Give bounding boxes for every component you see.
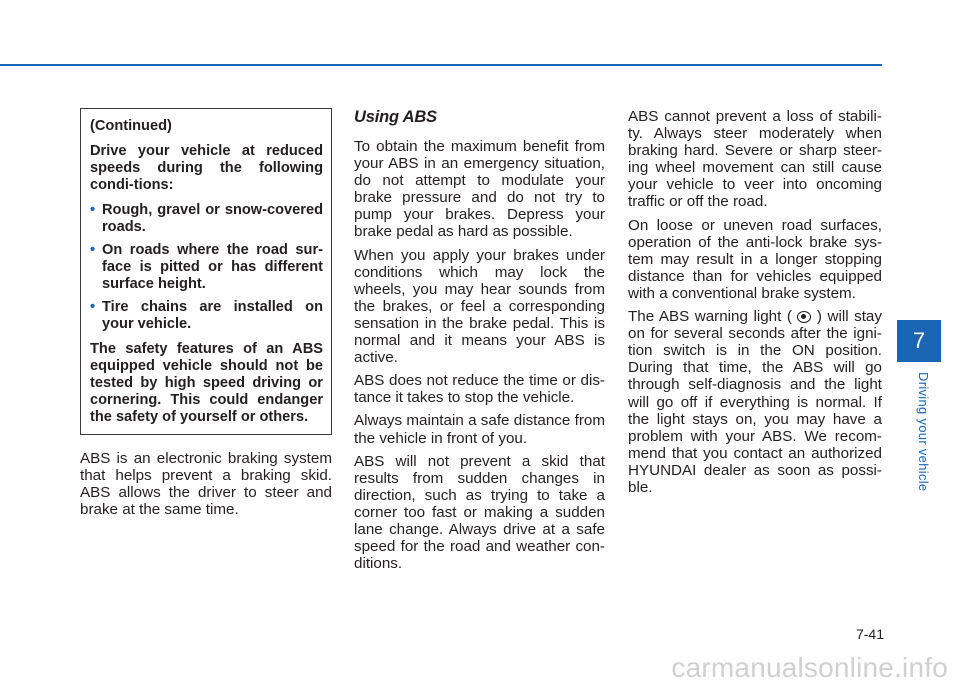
bullet-icon: •: [90, 299, 96, 315]
body-paragraph: ABS cannot prevent a loss of stabili-ty. Always steer moderately when braking hard. Severe or sharp steer-ing wheel movement can still cause your vehicle to veer into oncoming traffic or off the road.: [628, 108, 882, 211]
caution-list-item: • On roads where the road sur-face is pitted or has different surface height.: [90, 242, 323, 292]
abs-intro-paragraph: ABS is an electronic braking system that helps prevent a braking skid. ABS allows the driver to steer and brake at the same time.: [80, 450, 332, 519]
column-1: [80, 108, 332, 524]
abs-warning-light-icon: [797, 311, 811, 323]
caution-list-item: • Rough, gravel or snow-covered roads.: [90, 202, 323, 235]
column-2: [354, 108, 605, 578]
chapter-tab: 7: [897, 320, 941, 362]
warning-light-paragraph: The ABS warning light ( ) will stay on for several seconds after the igni-tion switch is in the ON position. During that time, the ABS will go through self-diagnosis and the light will go off if everything is normal. If the light stays on, you may have a problem with your ABS. We recom-mend that you contact an authorized HYUNDAI dealer as soon as possi-ble.: [628, 308, 882, 496]
bullet-icon: •: [90, 202, 96, 218]
caution-closing: The safety features of an ABS equipped vehicle should not be tested by high speed driving or cornering. This could endanger the safety of yourself or others.: [90, 341, 323, 425]
body-paragraph: To obtain the maximum benefit from your ABS in an emergency situation, do not attempt to modulate your brake pressure and do not try to pump your brakes. Depress your brake pedal as hard as possible.: [354, 138, 605, 241]
caution-list-item: • Tire chains are installed on your vehicle.: [90, 299, 323, 332]
section-heading: Using ABS: [354, 108, 437, 126]
watermark: carmanualsonline.info: [671, 652, 948, 683]
body-paragraph: When you apply your brakes under conditions which may lock the wheels, you may hear sounds from the brakes, or feel a corresponding sensation in the brake pedal. This is normal and it means your ABS is active.: [354, 246, 605, 367]
body-paragraph: On loose or uneven road surfaces, operation of the anti-lock brake sys-tem may result in a longer stopping distance than for vehicles equipped with a conventional brake system.: [628, 216, 882, 302]
body-paragraph: ABS will not prevent a skid that results from sudden changes in direction, such as trying to take a corner too fast or making a sudden lane change. Always drive at a safe speed for the road and weather con-ditions.: [354, 452, 605, 573]
column-3: [628, 108, 882, 502]
body-paragraph: Always maintain a safe distance from the vehicle in front of you.: [354, 412, 605, 447]
caution-box: [80, 108, 332, 435]
caution-list: [90, 202, 323, 333]
caution-intro: Drive your vehicle at reduced speeds during the following condi-tions:: [90, 143, 323, 193]
bullet-icon: •: [90, 242, 96, 258]
chapter-title: Driving your vehicle: [916, 372, 931, 492]
page-number: 7-41: [855, 626, 884, 642]
header-rule: [0, 64, 882, 66]
caution-title: (Continued): [90, 118, 172, 134]
body-paragraph: ABS does not reduce the time or dis-tance it takes to stop the vehicle.: [354, 372, 605, 407]
